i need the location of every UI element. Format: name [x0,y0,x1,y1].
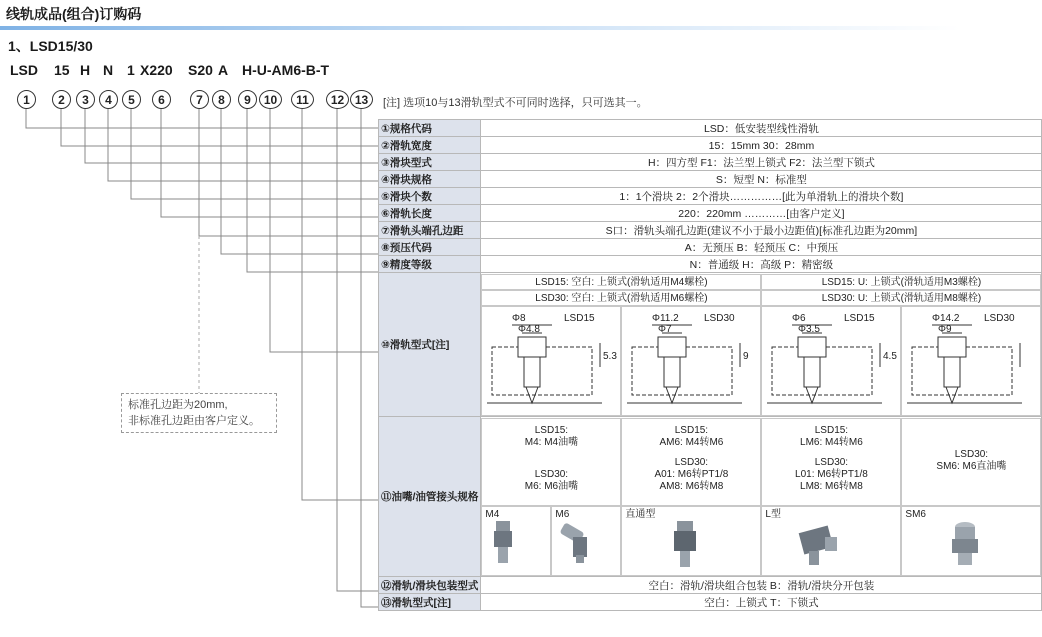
spec-table [378,119,1042,611]
hint-line-1: 标准孔边距为20mm, [128,399,228,411]
rail-profile-icon [902,307,1040,415]
rail-type-key: ⑩滑轨型式[注] [379,273,481,417]
nipple-img-label: SM6 [905,508,926,520]
nipple-text: LSD15: [534,424,569,436]
table-row [379,171,1042,188]
nipple-straight-icon [665,521,705,569]
note-exclusive-options: [注] 选项10与13滑轨型式不可同时选择，只可选其一。 [383,97,648,109]
rail-dim-outer: Φ14.2 [932,312,960,324]
rail-dim-outer: Φ8 [512,312,526,324]
circle-3: 3 [76,90,95,109]
nipple-col-2 [621,418,761,506]
nipple-col-4 [901,418,1041,506]
pack-value: 空白：滑轨/滑块组合包装 B：滑轨/滑块分开包装 [481,577,1042,594]
nipple-img-l [761,506,901,576]
code-part-edge: S20 [188,62,213,78]
circle-12: 12 [326,90,349,109]
rail-dim-outer: Φ6 [792,312,806,324]
spec-key: ⑨精度等级 [379,256,481,273]
nipple-text: LM6: M4转M6 [800,436,863,448]
circle-6: 6 [152,90,171,109]
rail-option: LSD30: U: 上锁式(滑轨适用M8螺栓) [761,290,1041,306]
table-row [379,137,1042,154]
circle-2: 2 [52,90,71,109]
spec-key: ②滑轨宽度 [379,137,481,154]
spec-key: ⑤滑块个数 [379,188,481,205]
rail-dim-inner: Φ9 [938,323,952,335]
nipple-text: LSD30: [814,456,849,468]
nipple-img-m6 [551,506,621,576]
spec-value: S：短型 N：标准型 [481,171,1042,188]
table-row-type13 [379,594,1042,611]
nipple-img-straight [621,506,761,576]
rail-drawing [481,306,621,416]
rail-profile-icon [762,307,900,415]
code-part-block-type: H [80,62,91,78]
rail-option: LSD15: 空白: 上锁式(滑轨适用M4螺栓) [481,274,761,290]
table-row [379,205,1042,222]
rail-option: LSD15: U: 上锁式(滑轨适用M3螺栓) [761,274,1041,290]
rail-drawing [901,306,1041,416]
spec-key: ①规格代码 [379,120,481,137]
nipple-img-label: 直通型 [625,508,656,520]
nipple-img-label: M6 [555,508,570,520]
code-part-block-spec: N [103,62,114,78]
nipple-sm6-icon [945,521,985,569]
table-row [379,222,1042,239]
rail-dim-outer: Φ11.2 [652,312,680,324]
table-row [379,188,1042,205]
circle-13: 13 [350,90,373,109]
type13-value: 空白：上锁式 T：下锁式 [481,594,1042,611]
nipple-text: M4: M4油嘴 [524,436,579,448]
nipple-text: LSD30: [674,456,709,468]
rail-dim-height: 4.5 [883,350,898,362]
nipple-text: LSD15: [814,424,849,436]
spec-key: ⑧预压代码 [379,239,481,256]
spec-value: S口：滑轨头端孔边距(建议不小于最小边距值)[标准孔边距为20mm] [481,222,1042,239]
rail-profile-icon [482,307,620,415]
rail-model-label: LSD30 [984,312,1015,324]
rail-dim-height: 5.3 [603,350,618,362]
spec-value: H：四方型 F1：法兰型上锁式 F2：法兰型下锁式 [481,154,1042,171]
rail-dim-height: 9 [743,350,749,362]
nipple-img-sm6 [901,506,1041,576]
code-part-series: LSD [10,62,38,78]
rail-dim-inner: Φ7 [658,323,672,335]
spec-value: 220：220mm …………[由客户定义] [481,205,1042,222]
rail-model-label: LSD15 [564,312,595,324]
nipple-col-1 [481,418,621,506]
circle-7: 7 [190,90,209,109]
circle-10: 10 [259,90,282,109]
nipple-text: A01: M6转PT1/8 [654,468,729,480]
table-row-pack [379,577,1042,594]
nipple-text: SM6: M6直油嘴 [936,460,1007,472]
code-part-preload: A [218,62,229,78]
circle-1: 1 [17,90,36,109]
nipple-img-m4 [481,506,551,576]
code-part-suffix: H-U-AM6-B-T [242,62,330,78]
circle-5: 5 [122,90,141,109]
nipple-text: LSD15: [674,424,709,436]
circle-11: 11 [291,90,314,109]
spec-value: A：无预压 B：轻预压 C：中预压 [481,239,1042,256]
table-row [379,239,1042,256]
circle-9: 9 [238,90,257,109]
spec-key: ⑦滑轨头端孔边距 [379,222,481,239]
nipple-key: ⑪油嘴/油管接头规格 [379,417,481,577]
rail-dim-inner: Φ4.8 [518,323,541,335]
table-row-rail-type [379,273,1042,417]
spec-key: ④滑块规格 [379,171,481,188]
circle-8: 8 [212,90,231,109]
edge-distance-hint [121,393,277,433]
nipple-l-icon [795,521,845,569]
table-row [379,120,1042,137]
nipple-m6-icon [555,521,595,565]
nipple-img-label: L型 [765,508,781,520]
hint-line-2: 非标准孔边距由客户定义。 [128,415,260,427]
nipple-text: LSD30: [534,468,569,480]
rail-drawing [761,306,901,416]
nipple-text: LSD30: [954,448,989,460]
section-title: 1、LSD15/30 [8,38,93,54]
nipple-text: AM6: M4转M6 [659,436,724,448]
spec-value: LSD：低安装型线性滑轨 [481,120,1042,137]
code-part-width: 15 [54,62,70,78]
spec-value: N：普通级 H：高级 P：精密级 [481,256,1042,273]
type13-key: ⑬滑轨型式[注] [379,594,481,611]
nipple-text: AM8: M6转M8 [659,480,724,492]
nipple-col-3 [761,418,901,506]
spec-value: 1：1个滑块 2：2个滑块……………[此为单滑轨上的滑块个数] [481,188,1042,205]
spec-key: ⑥滑轨长度 [379,205,481,222]
rail-drawing [621,306,761,416]
nipple-text: L01: M6转PT1/8 [795,468,868,480]
rail-model-label: LSD30 [704,312,735,324]
circle-4: 4 [99,90,118,109]
code-part-length: X220 [140,62,173,78]
nipple-text: LM8: M6转M8 [800,480,863,492]
pack-key: ⑫滑轨/滑块包装型式 [379,577,481,594]
spec-key: ③滑块型式 [379,154,481,171]
rail-dim-inner: Φ3.5 [798,323,821,335]
table-row [379,256,1042,273]
rail-option: LSD30: 空白: 上锁式(滑轨适用M6螺栓) [481,290,761,306]
rail-model-label: LSD15 [844,312,875,324]
nipple-m4-icon [491,521,515,565]
table-row-nipple [379,417,1042,577]
code-part-block-count: 1 [127,62,135,78]
page-title: 线轨成品(组合)订购码 [6,6,142,22]
nipple-img-label: M4 [485,508,500,520]
table-row [379,154,1042,171]
rail-profile-icon [622,307,760,415]
nipple-text: M6: M6油嘴 [524,480,579,492]
spec-value: 15：15mm 30：28mm [481,137,1042,154]
